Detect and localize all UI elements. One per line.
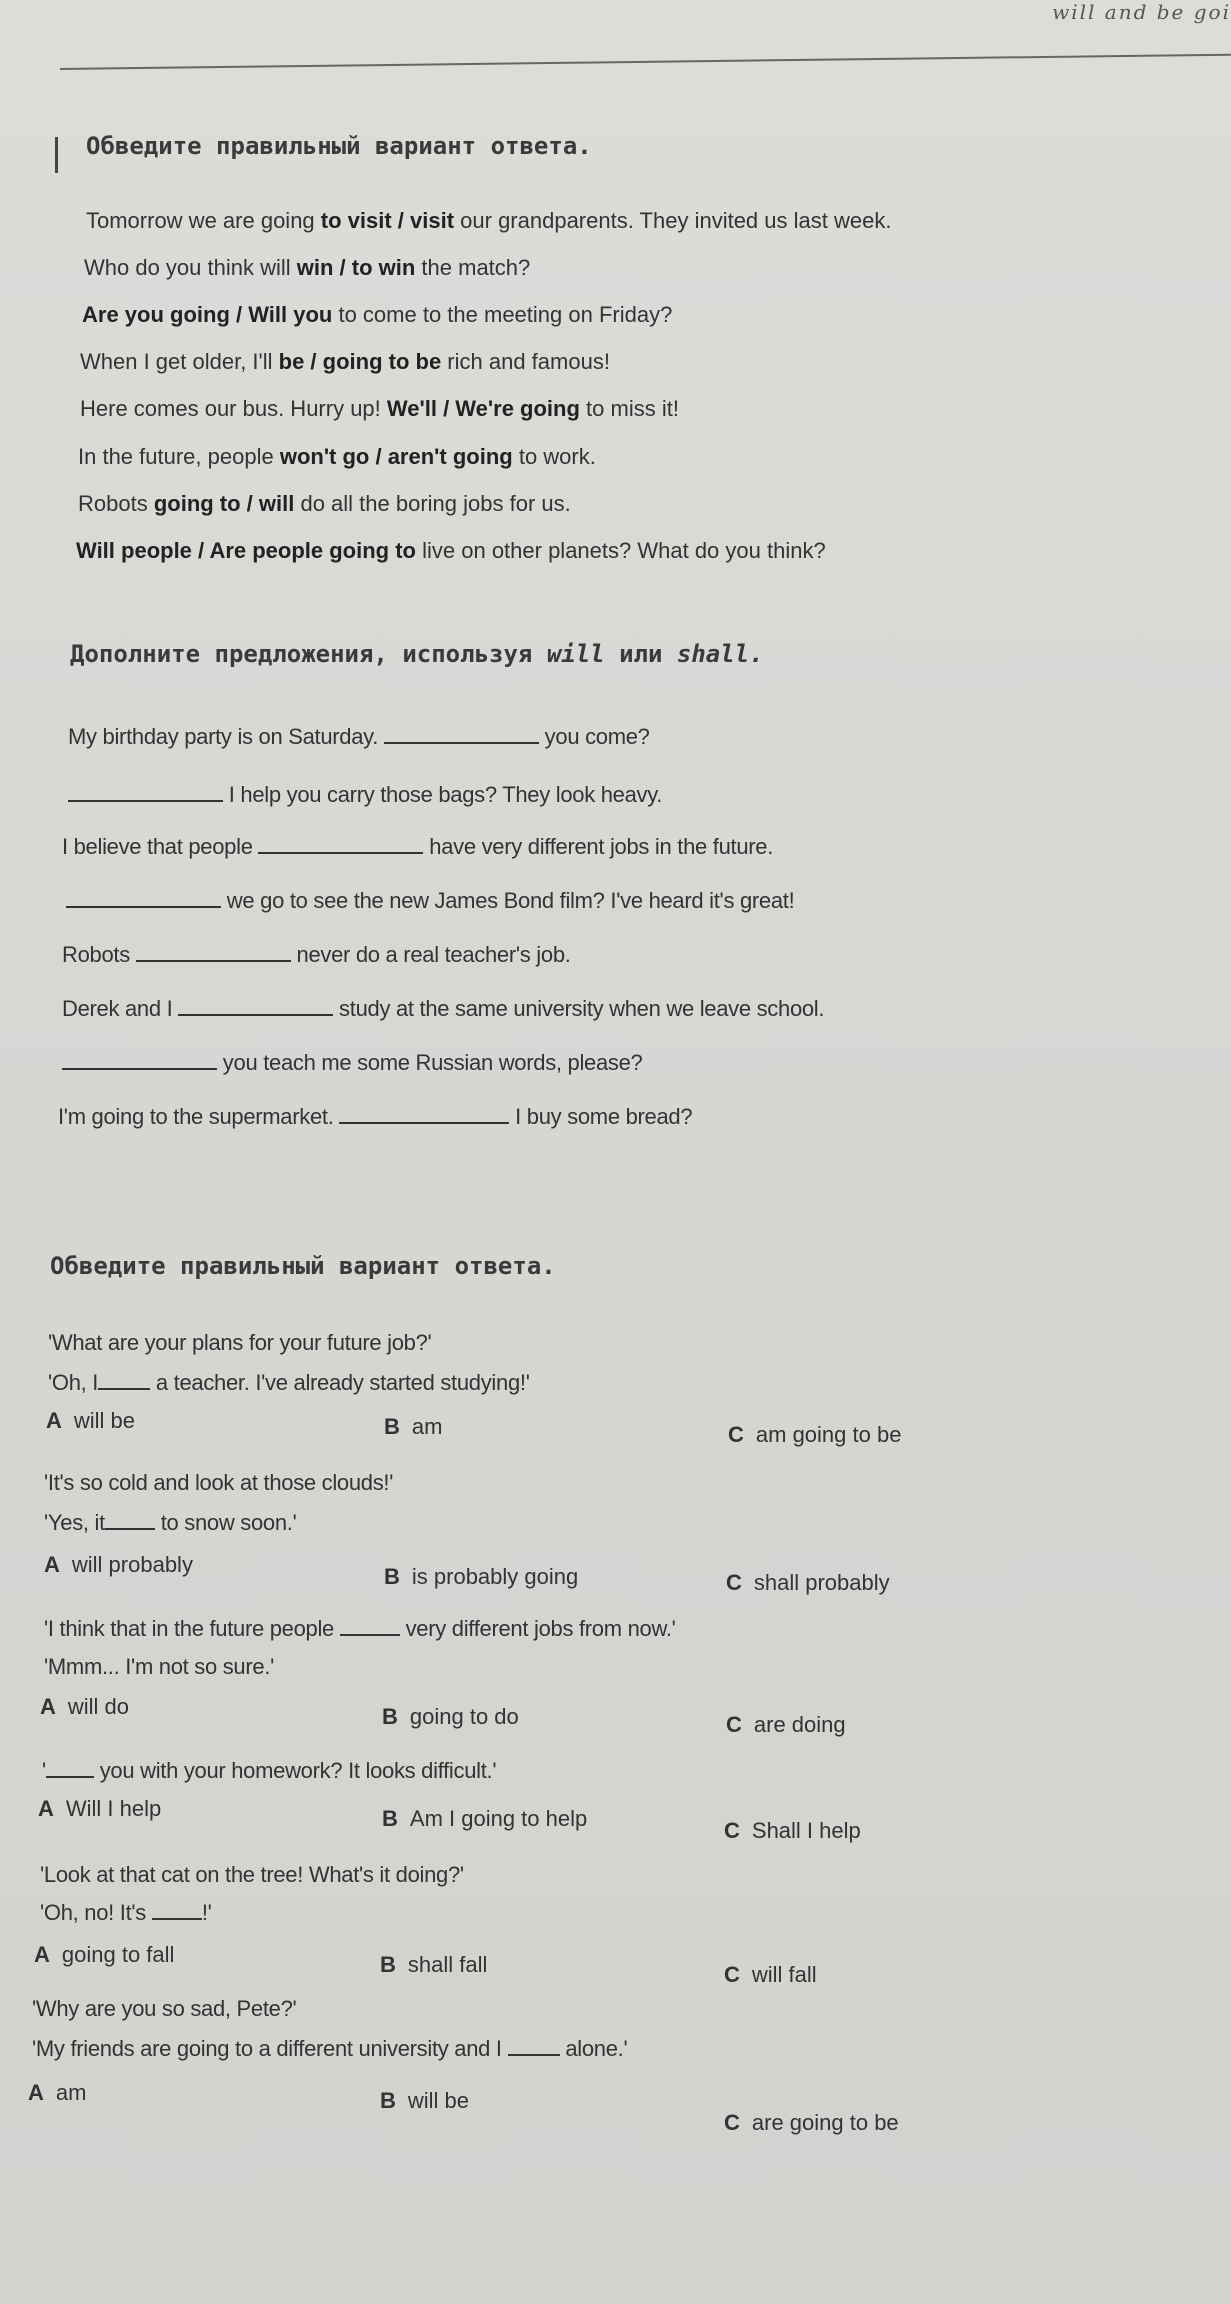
s2-item-7: you teach me some Russian words, please? — [62, 1050, 642, 1076]
s2-item-5: Robots never do a real teacher's job. — [62, 942, 571, 967]
section2-title: Дополните предложения, используя will или shall. — [70, 640, 764, 668]
s1-item-3: Are you going / Will you to come to the meeting on Friday? — [82, 302, 673, 327]
q4-option-b[interactable]: B Am I going to help — [382, 1806, 588, 1831]
q1-line2: 'Oh, I a teacher. I've already started studying!' — [48, 1370, 530, 1395]
top-divider — [60, 54, 1231, 70]
s2-item-2: I help you carry those bags? They look heavy. — [68, 782, 662, 808]
q5-option-b[interactable]: B shall fall — [380, 1952, 488, 1977]
s1-item-1: Tomorrow we are going to visit / visit our grandparents. They invited us last week. — [86, 208, 892, 233]
q3-option-b[interactable]: B going to do — [382, 1704, 519, 1729]
answer-blank[interactable] — [258, 834, 423, 854]
s1-item-5: Here comes our bus. Hurry up! We'll / We're going to miss it! — [80, 396, 679, 421]
corner-text: will and be goi — [1052, 0, 1231, 24]
answer-blank[interactable] — [384, 724, 539, 744]
q6-line2: 'My friends are going to a different university and I alone.' — [32, 2036, 628, 2061]
q2-option-c[interactable]: C shall probably — [726, 1570, 890, 1595]
q6-option-b[interactable]: B will be — [380, 2088, 470, 2113]
answer-blank[interactable] — [508, 2036, 560, 2056]
answer-blank[interactable] — [98, 1370, 150, 1390]
q5-option-c[interactable]: C will fall — [724, 1962, 817, 1987]
q2-line1: 'It's so cold and look at those clouds!' — [44, 1470, 394, 1495]
answer-blank[interactable] — [62, 1050, 217, 1070]
s2-item-1: My birthday party is on Saturday. you come? — [68, 724, 650, 749]
s1-item-2: Who do you think will win / to win the match? — [84, 255, 531, 280]
q4-line1: ' you with your homework? It looks difficult.' — [42, 1758, 497, 1783]
answer-blank[interactable] — [152, 1900, 202, 1920]
q6-option-c[interactable]: C are going to be — [724, 2110, 899, 2135]
q3-line1: 'I think that in the future people very different jobs from now.' — [44, 1616, 676, 1641]
q5-option-a[interactable]: A going to fall — [34, 1942, 175, 1967]
q1-option-a[interactable]: A will be — [46, 1408, 136, 1433]
q2-option-a[interactable]: A will probably — [44, 1552, 193, 1577]
answer-blank[interactable] — [339, 1104, 509, 1124]
answer-blank[interactable] — [136, 942, 291, 962]
section-marker — [55, 137, 58, 173]
s2-item-3: I believe that people have very different jobs in the future. — [62, 834, 774, 859]
q2-line2: 'Yes, it to snow soon.' — [44, 1510, 297, 1535]
q1-line1: 'What are your plans for your future job?' — [48, 1330, 432, 1355]
s1-item-8: Will people / Are people going to live on other planets? What do you think? — [76, 538, 826, 563]
q5-line2: 'Oh, no! It's !' — [40, 1900, 212, 1925]
s1-item-6: In the future, people won't go / aren't going to work. — [78, 444, 596, 469]
answer-blank[interactable] — [105, 1510, 155, 1530]
q1-option-b[interactable]: B am — [384, 1414, 443, 1439]
q3-option-c[interactable]: C are doing — [726, 1712, 846, 1737]
answer-blank[interactable] — [66, 888, 221, 908]
q6-option-a[interactable]: A am — [28, 2080, 87, 2105]
q6-line1: 'Why are you so sad, Pete?' — [32, 1996, 297, 2021]
s2-item-6: Derek and I study at the same university when we leave school. — [62, 996, 825, 1021]
q4-option-a[interactable]: A Will I help — [38, 1796, 162, 1821]
q1-option-c[interactable]: C am going to be — [728, 1422, 902, 1447]
q3-option-a[interactable]: A will do — [40, 1694, 130, 1719]
section1-title: Обведите правильный вариант ответа. — [86, 132, 592, 160]
section3-title: Обведите правильный вариант ответа. — [50, 1252, 556, 1280]
answer-blank[interactable] — [68, 782, 223, 802]
q2-option-b[interactable]: B is probably going — [384, 1564, 579, 1589]
s2-item-8: I'm going to the supermarket. I buy some bread? — [58, 1104, 693, 1129]
s1-item-7: Robots going to / will do all the boring jobs for us. — [78, 491, 571, 516]
q3-line2: 'Mmm... I'm not so sure.' — [44, 1654, 275, 1679]
q4-option-c[interactable]: C Shall I help — [724, 1818, 861, 1843]
answer-blank[interactable] — [340, 1616, 400, 1636]
s1-item-4: When I get older, I'll be / going to be rich and famous! — [80, 349, 610, 374]
answer-blank[interactable] — [46, 1758, 94, 1778]
answer-blank[interactable] — [178, 996, 333, 1016]
s2-item-4: we go to see the new James Bond film? I've heard it's great! — [66, 888, 794, 914]
q5-line1: 'Look at that cat on the tree! What's it doing?' — [40, 1862, 464, 1887]
